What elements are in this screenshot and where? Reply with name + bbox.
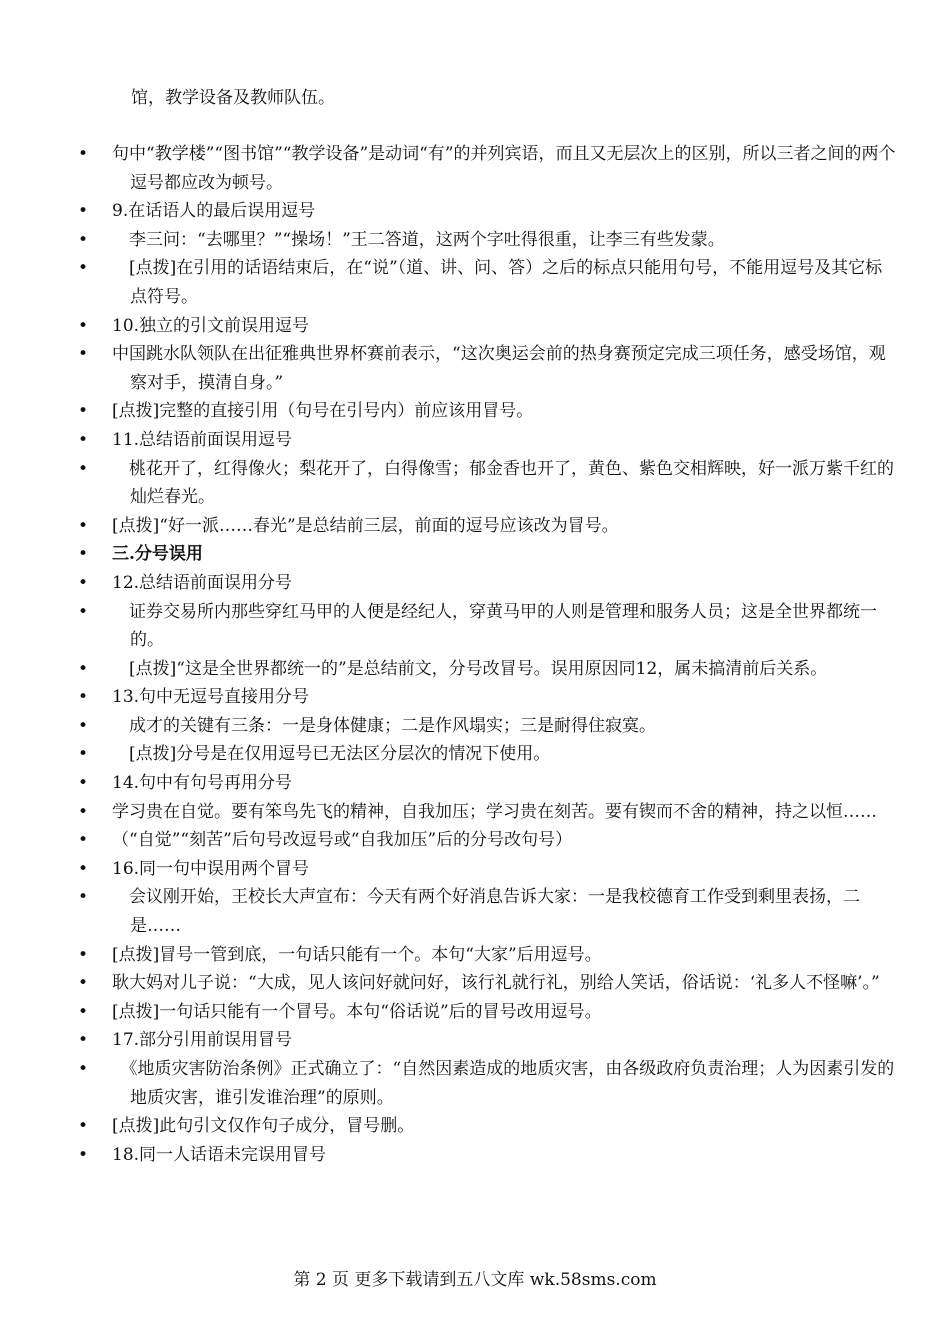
list-item-text: 三.分号误用 (112, 544, 203, 565)
bullet-icon: • (78, 258, 89, 279)
list-item (0, 1141, 950, 1170)
list-item (0, 254, 950, 311)
list-item-text: 14.句中有句号再用分号 (112, 773, 293, 794)
bullet-icon: • (78, 744, 89, 765)
bullet-icon: • (78, 801, 89, 822)
bullet-icon: • (78, 1059, 89, 1079)
list-item (0, 998, 950, 1027)
list-item-text: 李三问：“去哪里？”“操场！”王二答道，这两个字吐得很重，让李三有些发蒙。 (112, 229, 725, 250)
bullet-icon: • (78, 458, 89, 479)
list-item-text: [点拨]在引用的话语结束后，在“说”（道、讲、问、答）之后的标点只能用句号，不能用逗号及其它标点符号。 (112, 258, 883, 307)
list-item-text: 17.部分引用前误用冒号 (112, 1030, 293, 1051)
list-item-text: 18.同一人话语未完误用冒号 (112, 1144, 327, 1165)
list-item (0, 540, 950, 569)
list-item-text: 证券交易所内那些穿红马甲的人便是经纪人，穿黄马甲的人则是管理和服务人员；这是全世界都统一的。 (112, 601, 877, 651)
bullet-icon: • (78, 201, 89, 222)
bullet-icon: • (78, 887, 89, 908)
bullet-icon: • (78, 944, 89, 965)
list-item (0, 397, 950, 426)
list-item (0, 455, 950, 512)
bullet-icon: • (78, 773, 89, 794)
list-item-text: 16.同一句中误用两个冒号 (112, 858, 310, 879)
list-item-text: 桃花开了，红得像火；梨花开了，白得像雪；郁金香也开了，黄色、紫色交相辉映，好一派万紫千红的灿烂春光。 (112, 458, 894, 508)
list-item (0, 312, 950, 341)
list-item (0, 426, 950, 455)
list-item (0, 598, 950, 655)
list-item-text: 中国跳水队领队在出征雅典世界杯赛前表示，“这次奥运会前的热身赛预定完成三项任务，感受场馆，观察对手，摸清自身。” (112, 344, 886, 393)
list-item (0, 1055, 950, 1112)
list-item-text: 成才的关键有三条：一是身体健康；二是作风塌实；三是耐得住寂寞。 (112, 715, 656, 736)
bullet-icon: • (78, 315, 89, 336)
bullet-icon: • (78, 515, 89, 536)
list-item (0, 798, 950, 827)
page-footer: 第 2 页 更多下载请到五八文库 wk.58sms.com (293, 1270, 657, 1290)
bullet-icon: • (78, 658, 89, 679)
list-item-text: [点拨]“好一派……春光”是总结前三层，前面的逗号应该改为冒号。 (112, 515, 619, 536)
list-item-text: 耿大妈对儿子说：“大成，见人该问好就问好，该行礼就行礼，别给人笑话，俗话说：‘礼多人不怪嘛’。” (112, 973, 880, 994)
bullet-icon: • (78, 1001, 89, 1022)
list-item (0, 512, 950, 541)
bullet-icon: • (78, 858, 89, 879)
list-item-text: 会议刚开始，王校长大声宣布：今天有两个好消息告诉大家：一是我校德育工作受到剩里表扬，二是…… (112, 887, 860, 937)
list-item-text: [点拨]完整的直接引用（句号在引号内）前应该用冒号。 (112, 401, 534, 422)
bullet-icon: • (78, 344, 89, 365)
list-item (0, 340, 950, 397)
list-item-text: 《地质灾害防治条例》正式确立了：“自然因素造成的地质灾害，由各级政府负责治理；人为因素引发的地质灾害，谁引发谁治理”的原则。 (112, 1059, 895, 1108)
list-item-text: 句中“教学楼”“图书馆”“教学设备”是动词“有”的并列宾语，而且又无层次上的区别，所以三者之间的两个逗号都应改为顿号。 (112, 144, 896, 193)
bullet-icon: • (78, 1144, 89, 1165)
list-item (0, 969, 950, 998)
list-item-text: 学习贵在自觉。要有笨鸟先飞的精神，自我加压；学习贵在刻苦。要有锲而不舍的精神，持之以恒…… (112, 801, 877, 822)
bullet-list (0, 140, 950, 1169)
list-item-text: （“自觉”“刻苦”后句号改逗号或“自我加压”后的分号改句号） (112, 830, 573, 851)
bullet-icon: • (78, 830, 89, 851)
bullet-icon: • (78, 144, 89, 164)
list-item-text: 10.独立的引文前误用逗号 (112, 315, 310, 336)
bullet-icon: • (78, 1030, 89, 1051)
bullet-icon: • (78, 715, 89, 736)
list-item (0, 569, 950, 598)
list-item (0, 826, 950, 855)
list-item-text: [点拨]“这是全世界都统一的”是总结前文，分号改冒号。误用原因同12，属未搞清前后关系。 (112, 658, 828, 679)
bullet-icon: • (78, 229, 89, 250)
list-item (0, 1112, 950, 1141)
list-item (0, 140, 950, 197)
continuation-line: 馆，教学设备及教师队伍。 (131, 88, 335, 108)
list-item (0, 740, 950, 769)
list-item (0, 941, 950, 970)
list-item (0, 769, 950, 798)
bullet-icon: • (78, 687, 89, 708)
list-item (0, 655, 950, 684)
bullet-icon: • (78, 544, 89, 565)
bullet-icon: • (78, 1116, 89, 1137)
list-item (0, 226, 950, 255)
list-item (0, 1026, 950, 1055)
list-item-text: 9.在话语人的最后误用逗号 (112, 201, 316, 222)
bullet-icon: • (78, 429, 89, 450)
list-item-text: 13.句中无逗号直接用分号 (112, 687, 310, 708)
list-item-text: [点拨]此句引文仅作句子成分，冒号删。 (112, 1116, 415, 1137)
bullet-icon: • (78, 572, 89, 593)
list-item-text: [点拨]冒号一管到底，一句话只能有一个。本句“大家”后用逗号。 (112, 944, 602, 965)
list-item-text: [点拨]一句话只能有一个冒号。本句“俗话说”后的冒号改用逗号。 (112, 1001, 602, 1022)
list-item (0, 883, 950, 940)
list-item-text: [点拨]分号是在仅用逗号已无法区分层次的情况下使用。 (112, 744, 551, 765)
list-item (0, 855, 950, 884)
list-item-text: 12.总结语前面误用分号 (112, 572, 293, 593)
list-item-text: 11.总结语前面误用逗号 (112, 429, 293, 450)
bullet-icon: • (78, 973, 89, 994)
list-item (0, 683, 950, 712)
list-item (0, 712, 950, 741)
bullet-icon: • (78, 601, 89, 622)
bullet-icon: • (78, 401, 89, 422)
list-item (0, 197, 950, 226)
